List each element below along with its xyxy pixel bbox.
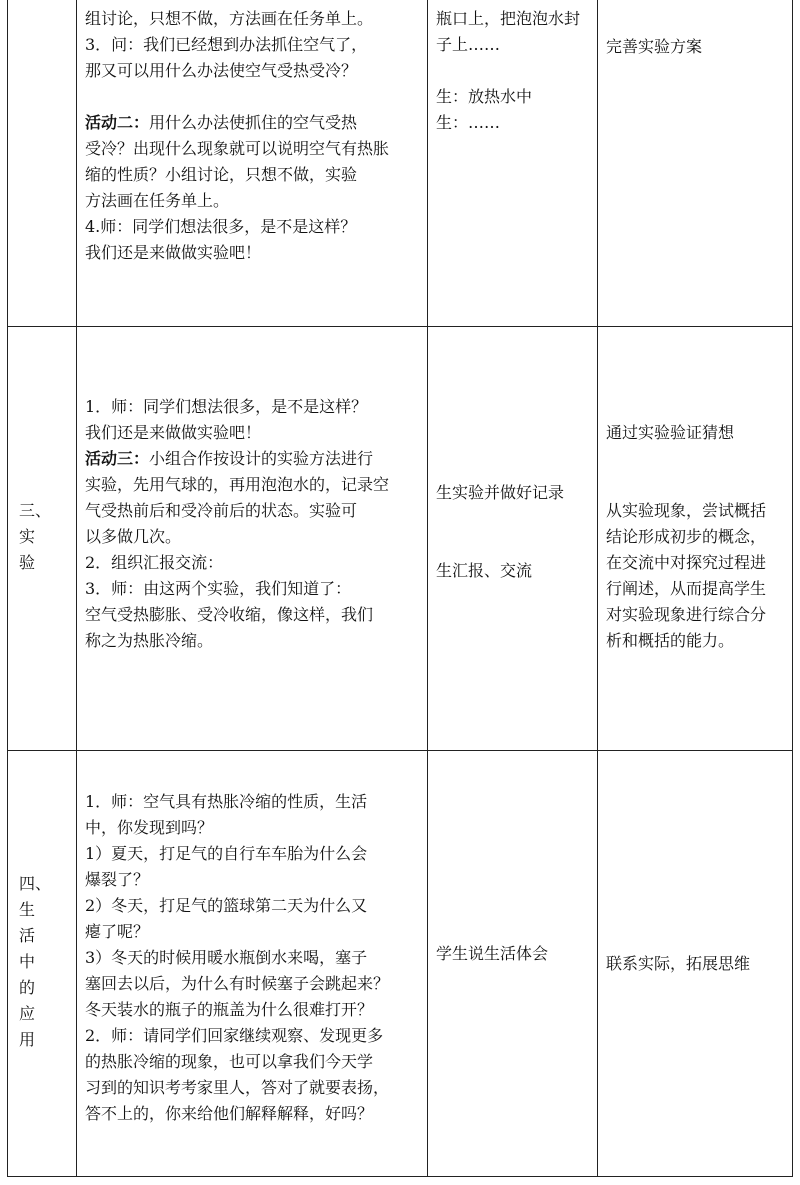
text-line: 4.师：同学们想法很多，是不是这样？ [85, 217, 357, 236]
text-line: 实验，先用气球的，再用泡泡水的，记录空 [85, 475, 390, 494]
stage-label: 应 [19, 1004, 36, 1023]
activity-text: 用什么办法使抓住的空气受热 [149, 113, 358, 132]
stage-label: 三、 [19, 501, 52, 520]
stage-label: 生 [19, 900, 36, 919]
text-line: 组讨论，只想不做，方法画在任务单上。 [85, 9, 374, 28]
text-line: 结论形成初步的概念， [606, 527, 767, 546]
text-line: 方法画在任务单上。 [85, 191, 230, 210]
row2-stage-cell [19, 498, 59, 576]
text-line: 2）冬天，打足气的篮球第二天为什么又 [85, 896, 368, 915]
column-divider [427, 0, 428, 1177]
column-divider [597, 0, 598, 1177]
table-border-left [7, 0, 8, 1177]
text-line: 空气受热膨胀、受冷收缩，像这样，我们 [85, 605, 374, 624]
text-line: 1．师：同学们想法很多，是不是这样？ [85, 397, 368, 416]
activity-two-line [85, 110, 389, 136]
table-border-bottom [7, 1176, 793, 1177]
table-border-right [792, 0, 793, 1177]
stage-label: 验 [19, 553, 36, 572]
activity-three-line [85, 446, 389, 472]
lesson-plan-table [7, 0, 793, 1177]
row-divider [7, 326, 793, 327]
row3-student-cell [436, 941, 548, 967]
row2-intent-cell [606, 420, 766, 654]
text-line: 瓶口上，把泡泡水封 [436, 9, 581, 28]
row3-stage-cell [19, 871, 59, 1053]
stage-label: 实 [19, 527, 36, 546]
text-line: 我们还是来做做实验吧！ [85, 243, 262, 262]
text-line: 行阐述，从而提高学生 [606, 579, 767, 598]
text-line: 3）冬天的时候用暖水瓶倒水来喝，塞子 [85, 948, 368, 967]
text-line: 气受热前后和受冷前后的状态。实验可 [85, 501, 358, 520]
row3-procedure-cell [85, 789, 389, 1127]
text-line: 冬天装水的瓶子的瓶盖为什么很难打开？ [85, 1000, 374, 1019]
text-line: 生：放热水中 [436, 87, 533, 106]
text-line: 2．组织汇报交流： [85, 553, 224, 572]
stage-label: 四、 [19, 874, 52, 893]
text-line: 以多做几次。 [85, 527, 182, 546]
row1-student-cell [436, 6, 580, 136]
text-line: 生：…… [436, 113, 501, 132]
text-line: 爆裂了？ [85, 870, 150, 889]
column-divider [76, 0, 77, 1177]
row2-student-cell [436, 480, 564, 584]
row-divider [7, 750, 793, 751]
text-line: 生汇报、交流 [436, 561, 533, 580]
text-line: 瘪了呢？ [85, 922, 150, 941]
stage-label: 中 [19, 952, 36, 971]
text-line: 3．问：我们已经想到办法抓住空气了， [85, 35, 368, 54]
text-line: 1．师：空气具有热胀冷缩的性质，生活 [85, 792, 368, 811]
text-line: 缩的性质？小组讨论，只想不做，实验 [85, 165, 358, 184]
stage-label: 用 [19, 1030, 36, 1049]
text-line: 3．师：由这两个实验，我们知道了： [85, 579, 352, 598]
text-line: 完善实验方案 [606, 37, 703, 56]
text-line: 习到的知识考考家里人，答对了就要表扬， [85, 1078, 390, 1097]
text-line: 在交流中对探究过程进 [606, 553, 767, 572]
activity-label: 活动三： [85, 449, 150, 468]
text-line: 通过实验验证猜想 [606, 423, 735, 442]
stage-label: 的 [19, 978, 36, 997]
activity-text: 小组合作按设计的实验方法进行 [149, 449, 374, 468]
text-line: 受冷？出现什么现象就可以说明空气有热胀 [85, 139, 390, 158]
text-line: 对实验现象进行综合分 [606, 605, 767, 624]
activity-label: 活动二： [85, 113, 150, 132]
row1-intent-cell [606, 34, 702, 60]
row1-procedure-cell [85, 6, 389, 266]
text-line: 2．师：请同学们回家继续观察、发现更多 [85, 1026, 384, 1045]
text-line: 的热胀冷缩的现象，也可以拿我们今天学 [85, 1052, 374, 1071]
text-line: 析和概括的能力。 [606, 631, 735, 650]
text-line: 中，你发现到吗？ [85, 818, 214, 837]
row2-procedure-cell [85, 394, 389, 654]
row3-intent-cell [606, 951, 750, 977]
stage-label: 活 [19, 926, 36, 945]
text-line: 联系实际，拓展思维 [606, 954, 751, 973]
text-line: 那又可以用什么办法使空气受热受冷？ [85, 61, 358, 80]
text-line: 子上…… [436, 35, 501, 54]
text-line: 称之为热胀冷缩。 [85, 631, 214, 650]
text-line: 答不上的，你来给他们解释解释，好吗？ [85, 1104, 374, 1123]
text-line: 塞回去以后，为什么有时候塞子会跳起来？ [85, 974, 390, 993]
text-line: 从实验现象，尝试概括 [606, 501, 767, 520]
text-line: 1）夏天，打足气的自行车车胎为什么会 [85, 844, 368, 863]
text-line: 我们还是来做做实验吧！ [85, 423, 262, 442]
text-line: 生实验并做好记录 [436, 483, 565, 502]
text-line: 学生说生活体会 [436, 944, 549, 963]
